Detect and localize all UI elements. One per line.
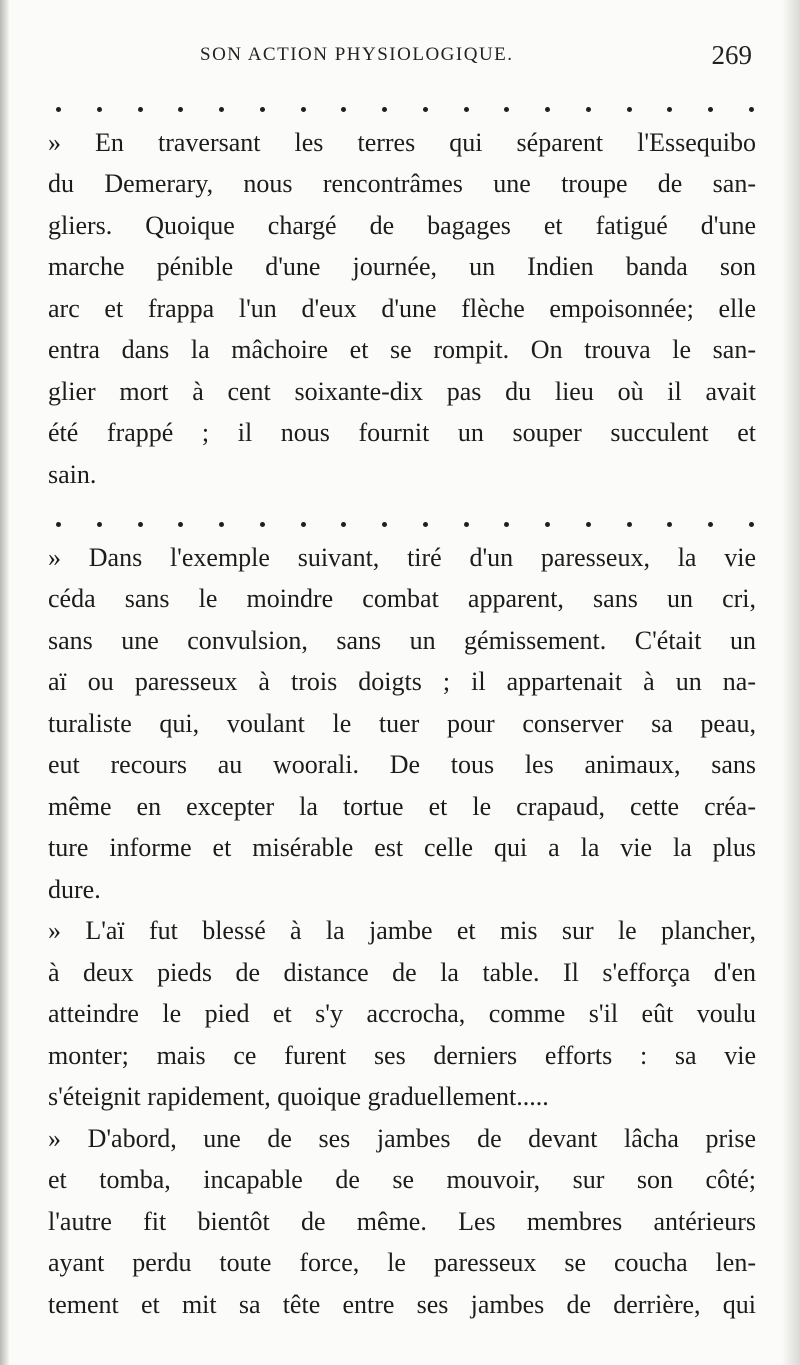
text-line: tement et mit sa tête entre ses jambes de derrière, qui — [48, 1289, 756, 1319]
text-line: turaliste qui, voulant le tuer pour conserver sa peau, — [48, 708, 756, 738]
ellipsis-dot — [138, 107, 143, 112]
ellipsis-dot — [382, 522, 387, 527]
text-line: » L'aï fut blessé à la jambe et mis sur le plancher, — [48, 916, 756, 945]
text-line: » En traversant les terres qui séparent l'Essequibo — [48, 127, 756, 157]
ellipsis-dot — [586, 107, 591, 112]
ellipsis-dot — [708, 522, 713, 527]
ellipsis-dot — [464, 107, 469, 112]
page-number: 269 — [711, 40, 752, 70]
ellipsis-dot — [627, 107, 632, 112]
text-line: gliers. Quoique chargé de bagages et fatigué d'une — [48, 210, 756, 240]
ellipsis-dot — [301, 107, 306, 112]
ellipsis-dot — [341, 107, 346, 112]
ellipsis-dot — [260, 107, 265, 112]
text-line: » D'abord, une de ses jambes de devant lâcha prise — [48, 1123, 756, 1153]
ellipsis-dot — [586, 522, 591, 527]
text-line: ture informe et misérable est celle qui a la vie la plus — [48, 833, 756, 862]
ellipsis-omission-row — [48, 495, 756, 537]
text-line: entra dans la mâchoire et se rompit. On trouva le san- — [48, 335, 756, 364]
text-line: céda sans le moindre combat apparent, sans un cri, — [48, 584, 756, 613]
text-line: monter; mais ce furent ses derniers efforts : sa vie — [48, 1040, 756, 1070]
ellipsis-dot — [545, 522, 550, 527]
text-line: s'éteignit rapidement, quoique graduellement..... — [48, 1082, 549, 1111]
ellipsis-dot — [138, 522, 143, 527]
text-line: eut recours au woorali. De tous les animaux, sans — [48, 750, 756, 779]
page-header — [48, 40, 756, 72]
ellipsis-dot — [667, 522, 672, 527]
ellipsis-dot — [56, 107, 61, 112]
ellipsis-dot — [260, 522, 265, 527]
ellipsis-dot — [667, 107, 672, 112]
text-line: sain. — [48, 459, 97, 489]
ellipsis-dot — [545, 107, 550, 112]
ellipsis-dot — [219, 107, 224, 112]
ellipsis-dot — [382, 107, 387, 112]
text-line: dure. — [48, 874, 101, 904]
ellipsis-dot — [423, 522, 428, 527]
page-edge-shadow — [782, 0, 800, 1365]
text-line: marche pénible d'une journée, un Indien banda son — [48, 252, 756, 281]
ellipsis-dot — [504, 522, 509, 527]
text-line: même en excepter la tortue et le crapaud, cette créa- — [48, 791, 756, 821]
page-gutter-shadow — [0, 0, 9, 1365]
text-line: » Dans l'exemple suivant, tiré d'un paresseux, la vie — [48, 542, 756, 572]
ellipsis-dot — [749, 107, 754, 112]
text-line: l'autre fit bientôt de même. Les membres antérieurs — [48, 1206, 756, 1236]
text-line: à deux pieds de distance de la table. Il s'efforça d'en — [48, 957, 756, 987]
text-line: glier mort à cent soixante-dix pas du lieu où il avait — [48, 376, 756, 406]
text-line: et tomba, incapable de se mouvoir, sur son côté; — [48, 1165, 756, 1194]
ellipsis-dot — [56, 522, 61, 527]
text-line: ayant perdu toute force, le paresseux se coucha len- — [48, 1248, 756, 1277]
ellipsis-dot — [97, 107, 102, 112]
ellipsis-dot — [301, 522, 306, 527]
ellipsis-dot — [464, 522, 469, 527]
text-line: aï ou paresseux à trois doigts ; il appartenait à un na- — [48, 667, 756, 696]
ellipsis-dot — [341, 522, 346, 527]
text-line: atteindre le pied et s'y accrocha, comme s'il eût voulu — [48, 999, 756, 1028]
text-line: arc et frappa l'un d'eux d'une flèche empoisonnée; elle — [48, 293, 756, 323]
text-line: sans une convulsion, sans un gémissement. C'était un — [48, 625, 756, 655]
text-line: du Demerary, nous rencontrâmes une troupe de san- — [48, 169, 756, 198]
ellipsis-dot — [627, 522, 632, 527]
ellipsis-dot — [178, 522, 183, 527]
page-body-text — [48, 80, 756, 1325]
ellipsis-dot — [423, 107, 428, 112]
ellipsis-dot — [178, 107, 183, 112]
ellipsis-dot — [749, 522, 754, 527]
ellipsis-omission-row — [48, 80, 756, 122]
ellipsis-dot — [708, 107, 713, 112]
ellipsis-dot — [97, 522, 102, 527]
ellipsis-dot — [219, 522, 224, 527]
ellipsis-dot — [504, 107, 509, 112]
text-line: été frappé ; il nous fournit un souper succulent et — [48, 418, 756, 447]
running-title: SON ACTION PHYSIOLOGIQUE. — [200, 44, 514, 65]
